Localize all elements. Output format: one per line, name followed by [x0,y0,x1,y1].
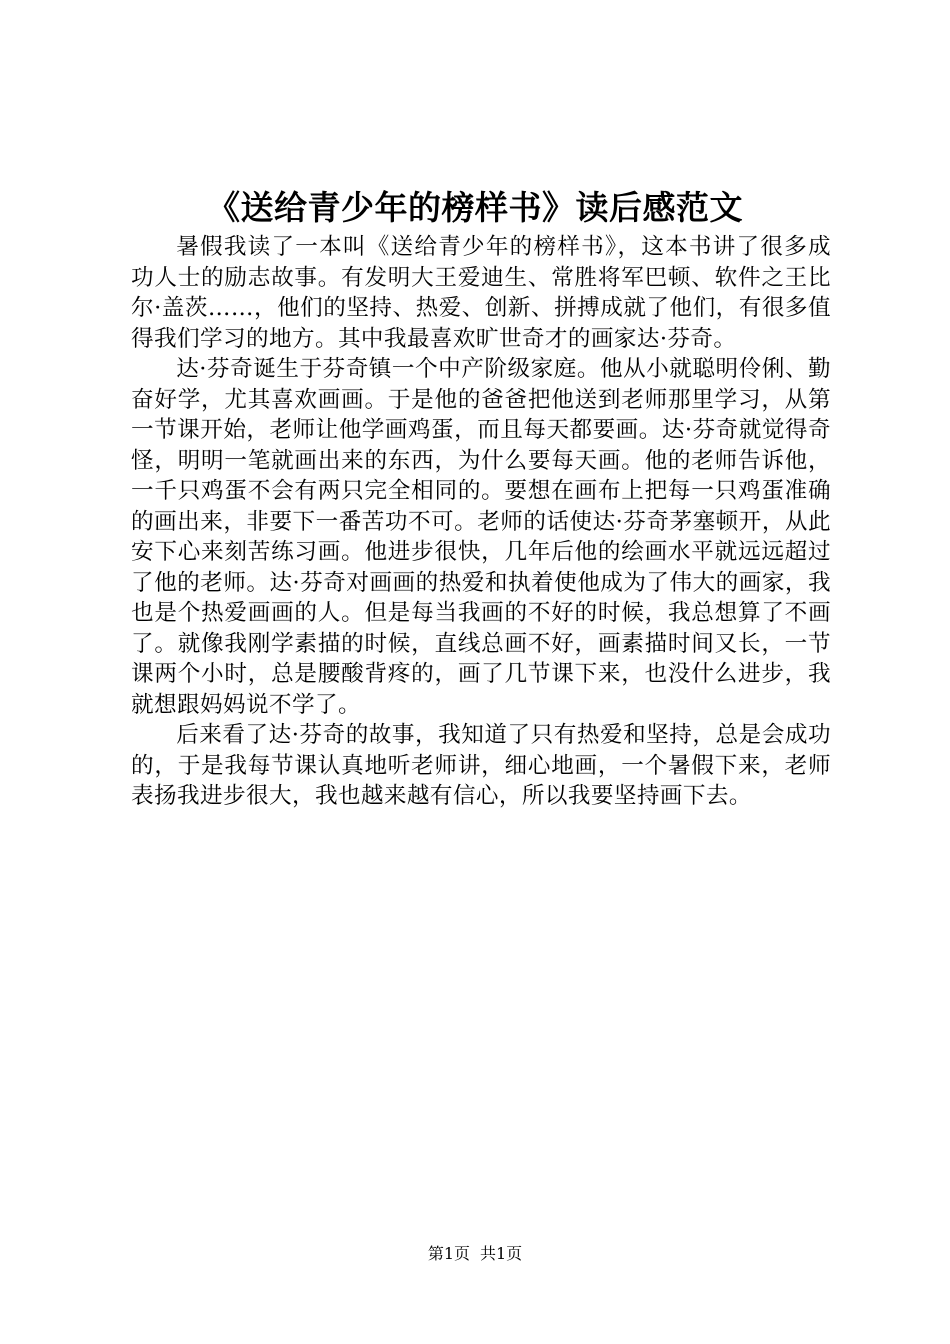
page-number: 第1页 [427,1244,470,1263]
paragraph-3: 后来看了达·芬奇的故事，我知道了只有热爱和坚持，总是会成功的，于是我每节课认真地听老师讲，细心地画，一个暑假下来，老师表扬我进步很大，我也越来越有信心，所以我要坚持画下去。 [131,722,831,809]
page-footer [0,1243,950,1265]
document-title: 《送给青少年的榜样书》读后感范文 [207,188,743,227]
document-body [131,232,831,812]
page-total: 共1页 [480,1244,523,1263]
paragraph-1: 暑假我读了一本叫《送给青少年的榜样书》，这本书讲了很多成功人士的励志故事。有发明大王爱迪生、常胜将军巴顿、软件之王比尔·盖茨……，他们的坚持、热爱、创新、拼搏成就了他们，有很多值得我们学习的地方。其中我最喜欢旷世奇才的画家达·芬奇。 [131,234,831,352]
paragraph-2: 达·芬奇诞生于芬奇镇一个中产阶级家庭。他从小就聪明伶俐、勤奋好学，尤其喜欢画画。于是他的爸爸把他送到老师那里学习，从第一节课开始，老师让他学画鸡蛋，而且每天都要画。达·芬奇就觉得奇怪，明明一笔就画出来的东西，为什么要每天画。他的老师告诉他，一千只鸡蛋不会有两只完全相同的。要想在画布上把每一只鸡蛋准确的画出来，非要下一番苦功不可。老师的话使达·芬奇茅塞顿开，从此安下心来刻苦练习画。他进步很快，几年后他的绘画水平就远远超过了他的老师。达·芬奇对画画的热爱和执着使他成为了伟大的画家，我也是个热爱画画的人。但是每当我画的不好的时候，我总想算了不画了。就像我刚学素描的时候，直线总画不好，画素描时间又长，一节课两个小时，总是腰酸背疼的，画了几节课下来，也没什么进步，我就想跟妈妈说不学了。 [131,356,831,718]
